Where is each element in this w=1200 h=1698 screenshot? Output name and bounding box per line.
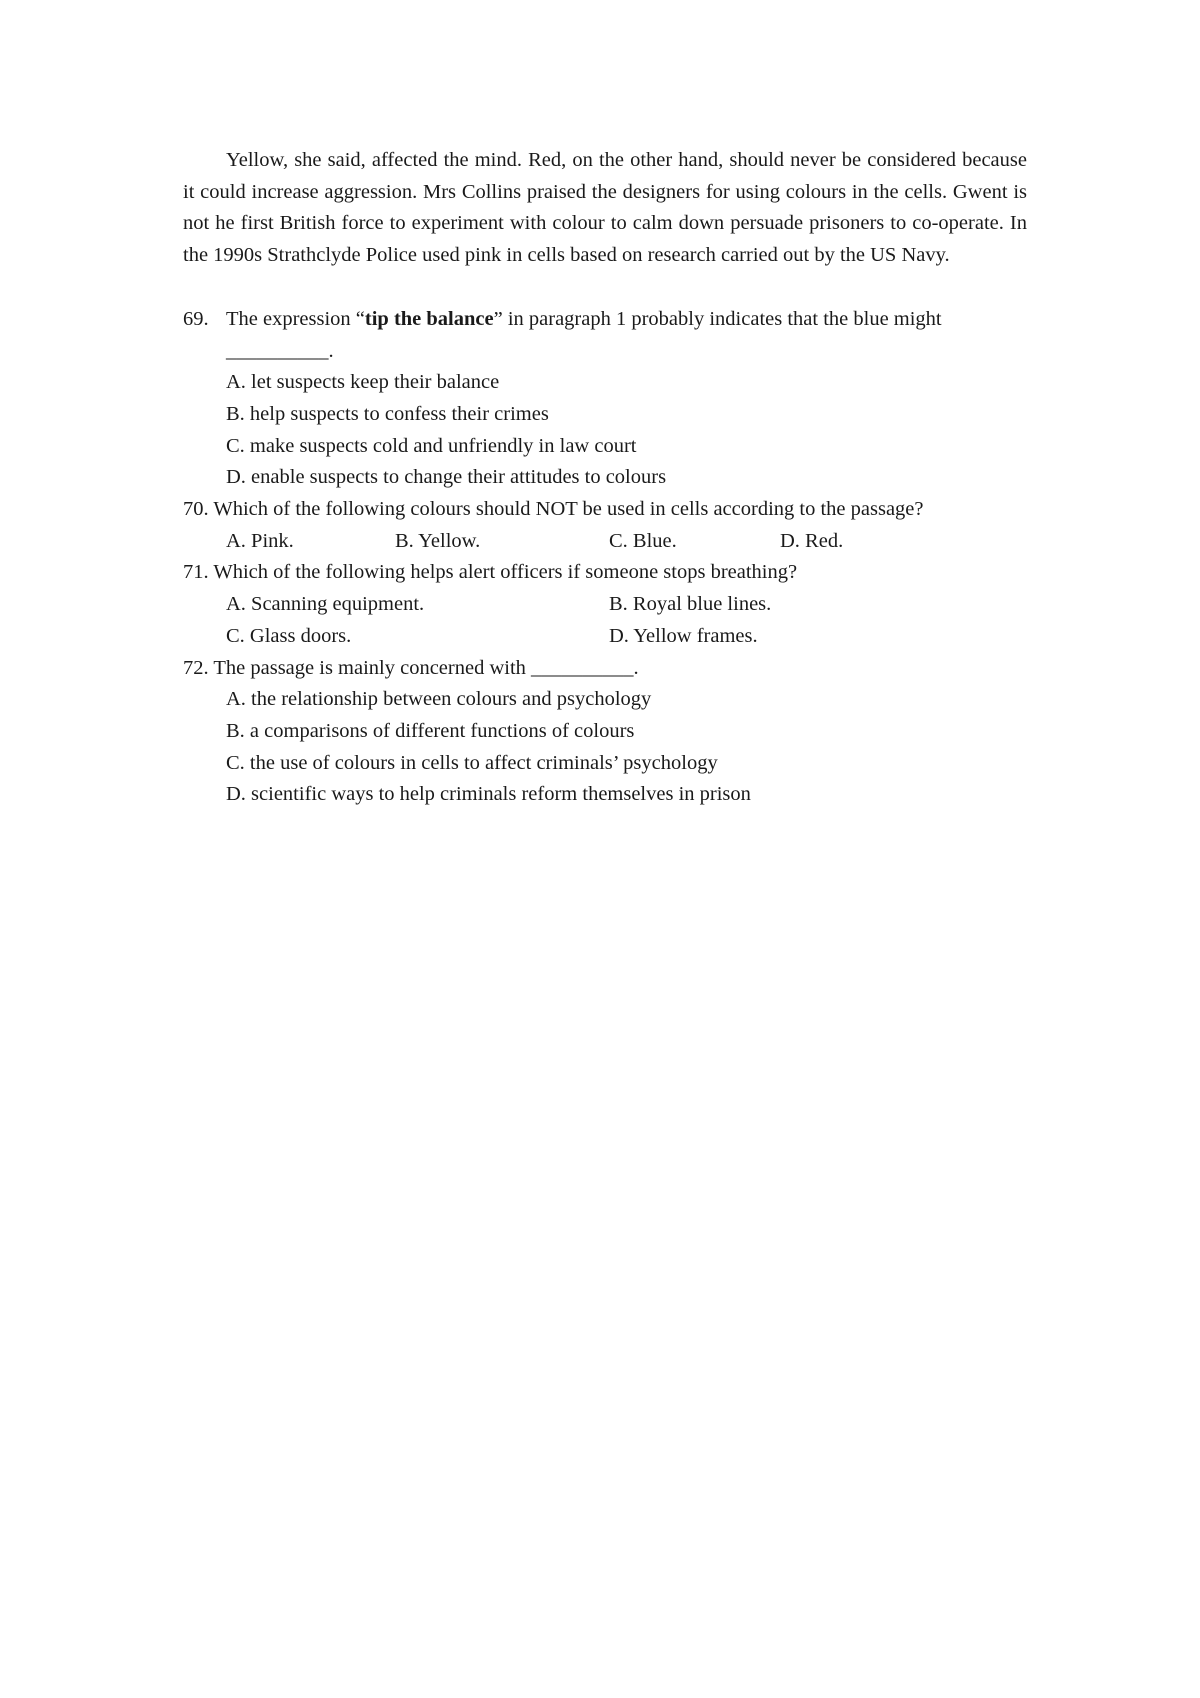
options-row [183, 589, 1027, 621]
options-row [183, 621, 1027, 653]
question-text: The expression “tip the balance” in paragraph 1 probably indicates that the blue might [226, 307, 942, 330]
question-69-stem [183, 304, 1027, 336]
questions-section [183, 304, 1027, 811]
question-69 [183, 304, 1027, 494]
question-number: 69. [183, 307, 209, 330]
option-a: A. Pink. [226, 529, 294, 552]
option-d: D. Yellow frames. [609, 624, 758, 647]
question-72 [183, 653, 1027, 812]
option-a: A. let suspects keep their balance [226, 371, 500, 394]
option-a: A. the relationship between colours and psychology [226, 688, 652, 711]
option-c: C. Blue. [609, 529, 677, 552]
option-c: C. Glass doors. [226, 624, 352, 647]
option-c: C. the use of colours in cells to affect criminals’ psychology [226, 751, 718, 774]
question-72-stem: 72. The passage is mainly concerned with __________. [183, 656, 639, 679]
option-b: B. Yellow. [395, 529, 481, 552]
option-d: D. enable suspects to change their attitudes to colours [226, 466, 667, 489]
option-c: C. make suspects cold and unfriendly in law court [226, 434, 637, 457]
option-b: B. a comparisons of different functions of colours [226, 719, 635, 742]
option-b: B. help suspects to confess their crimes [226, 402, 549, 425]
option-d: D. scientific ways to help criminals reform themselves in prison [226, 783, 751, 806]
options-row [183, 526, 1027, 558]
option-a: A. Scanning equipment. [226, 593, 425, 616]
question-70-stem: 70. Which of the following colours should NOT be used in cells according to the passage? [183, 498, 924, 521]
exam-page [183, 145, 1027, 811]
passage-paragraph: Yellow, she said, affected the mind. Red, on the other hand, should never be considered because it could increase aggression. Mrs Collins praised the designers for using colours in the cells. Gwent is not he first British force to experiment with colour to calm down persuade prisoners to co-operate. In the 1990s Strathclyde Police used pink in cells based on research carried out by the US Navy. [183, 149, 1027, 267]
question-70 [183, 494, 1027, 557]
question-71 [183, 557, 1027, 652]
answer-blank: __________. [226, 339, 334, 362]
option-d: D. Red. [780, 529, 844, 552]
question-71-stem: 71. Which of the following helps alert officers if someone stops breathing? [183, 561, 798, 584]
highlighted-expression: tip the balance [364, 307, 494, 330]
option-b: B. Royal blue lines. [609, 593, 772, 616]
